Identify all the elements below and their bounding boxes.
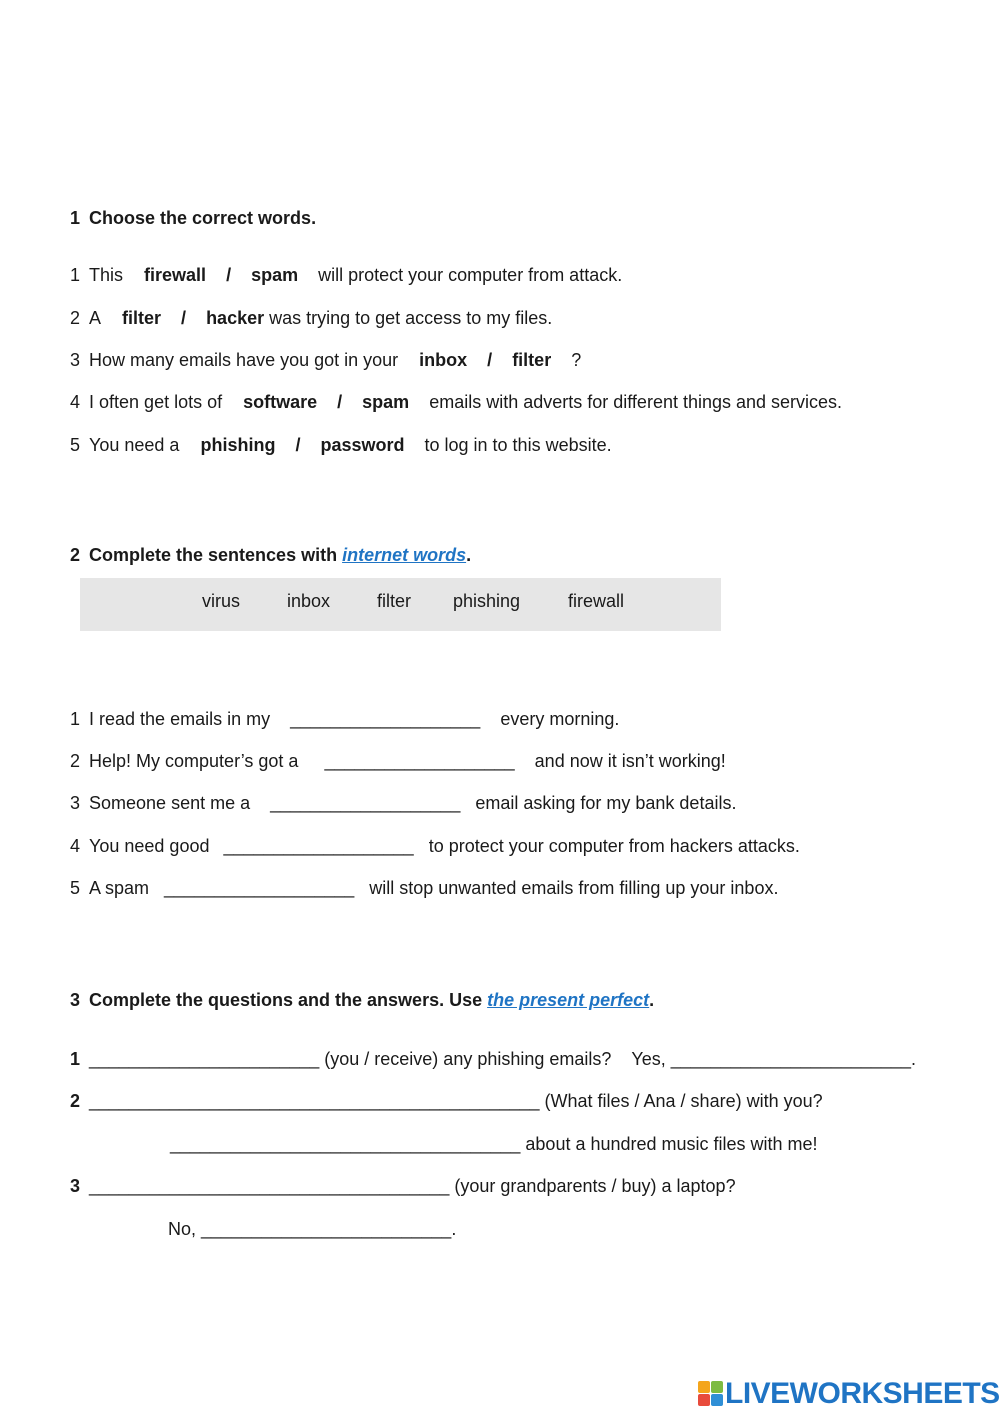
- option-hacker[interactable]: hacker: [206, 308, 265, 328]
- option-software[interactable]: software: [243, 392, 318, 412]
- option-firewall[interactable]: firewall: [144, 265, 207, 285]
- section2-item-5: 5 A spam ___________________ will stop unwanted emails from filling up your inbox.: [70, 878, 779, 898]
- section3-answer-2: ___________________________________ about a hundred music files with me!: [170, 1134, 818, 1154]
- section2-heading: 2 Complete the sentences with internet words.: [70, 545, 472, 565]
- present-perfect-link[interactable]: the present perfect: [487, 990, 650, 1010]
- option-spam[interactable]: spam: [362, 392, 410, 412]
- answer-blank[interactable]: ___________________: [290, 709, 481, 729]
- answer-blank[interactable]: ___________________: [270, 793, 461, 813]
- answer-blank[interactable]: _________________________: [201, 1219, 452, 1239]
- section1-item-2: 2 A filter / hacker was trying to get access to my files.: [70, 308, 553, 328]
- section1-title: Choose the correct words.: [89, 208, 317, 228]
- word-bank-item: filter: [377, 591, 412, 611]
- section1-item-5: 5 You need a phishing / password to log in to this website.: [70, 435, 612, 455]
- answer-blank[interactable]: _______________________: [89, 1049, 320, 1069]
- section1-item-1: 1 This firewall / spam will protect your computer from attack.: [70, 265, 623, 285]
- liveworksheets-logo-icon: [698, 1381, 724, 1407]
- section1-heading: 1 Choose the correct words.: [70, 208, 317, 228]
- section3-question-2: 2 _____________________________________________ (What files / Ana / share) with you?: [70, 1091, 823, 1111]
- option-filter[interactable]: filter: [122, 308, 162, 328]
- word-bank: [80, 578, 721, 631]
- answer-blank[interactable]: ___________________________________: [170, 1134, 521, 1154]
- answer-blank[interactable]: ___________________: [324, 751, 515, 771]
- option-password[interactable]: password: [320, 435, 405, 455]
- answer-blank[interactable]: ___________________: [164, 878, 355, 898]
- section1-item-4: 4 I often get lots of software / spam emails with adverts for different things and services.: [70, 392, 843, 412]
- word-bank-item: virus: [202, 591, 241, 611]
- word-bank-item: phishing: [453, 591, 521, 611]
- section3-answer-3: No, _________________________.: [168, 1219, 457, 1239]
- word-bank-item: inbox: [287, 591, 331, 611]
- section3-heading: 3 Complete the questions and the answers. Use the present perfect.: [70, 990, 655, 1010]
- answer-blank[interactable]: ___________________: [223, 836, 414, 856]
- option-spam[interactable]: spam: [251, 265, 299, 285]
- answer-blank[interactable]: ________________________: [670, 1049, 912, 1069]
- answer-blank[interactable]: ____________________________________: [89, 1176, 450, 1196]
- section2-item-3: 3 Someone sent me a ___________________ email asking for my bank details.: [70, 793, 737, 813]
- section3-question-1: 1 _______________________ (you / receive) any phishing emails? Yes, ________________________.: [70, 1049, 917, 1069]
- internet-words-link[interactable]: internet words: [342, 545, 467, 565]
- option-phishing[interactable]: phishing: [200, 435, 276, 455]
- section2-item-4: 4 You need good ___________________ to protect your computer from hackers attacks.: [70, 836, 800, 856]
- section2-item-1: 1 I read the emails in my ___________________ every morning.: [70, 709, 620, 729]
- section3-question-3: 3 ____________________________________ (your grandparents / buy) a laptop?: [70, 1176, 736, 1196]
- section2-item-2: 2 Help! My computer’s got a ___________________ and now it isn’t working!: [70, 751, 726, 771]
- answer-blank[interactable]: _____________________________________________: [89, 1091, 540, 1111]
- liveworksheets-logo-text: LIVEWORKSHEETS: [725, 1377, 1000, 1410]
- option-filter[interactable]: filter: [512, 350, 552, 370]
- option-inbox[interactable]: inbox: [419, 350, 468, 370]
- word-bank-item: firewall: [568, 591, 625, 611]
- section1-item-3: 3 How many emails have you got in your inbox / filter ?: [70, 350, 582, 370]
